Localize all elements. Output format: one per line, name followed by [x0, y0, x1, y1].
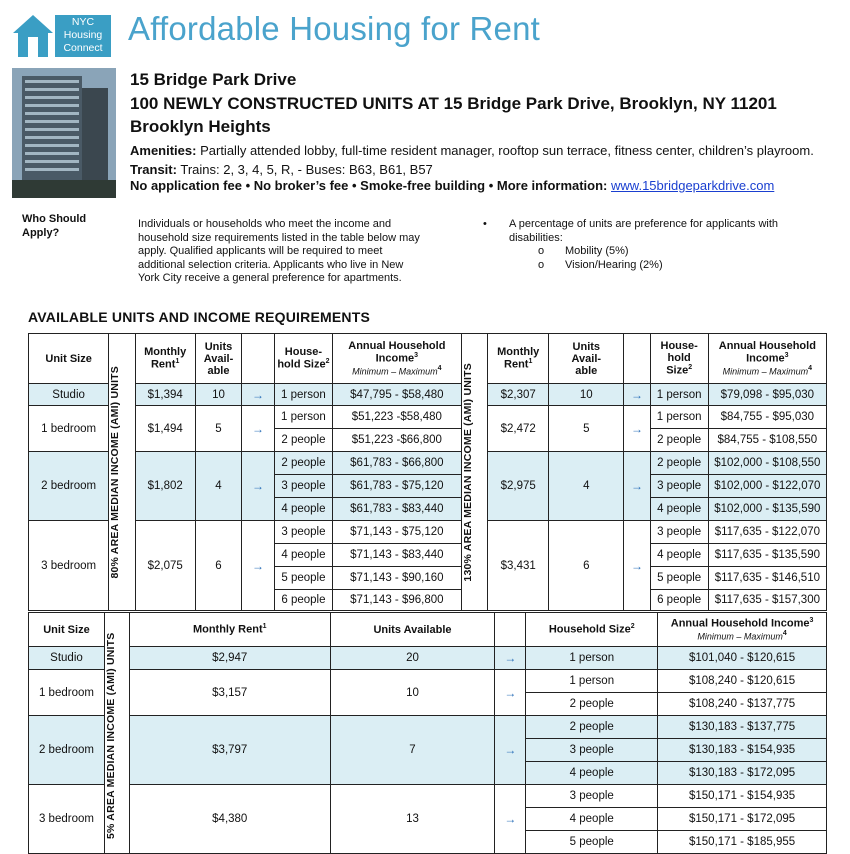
amenities	[130, 143, 814, 158]
income-130: $79,098 - $95,030	[708, 384, 826, 406]
income: $150,171 - $185,955	[658, 831, 827, 854]
header-text: Income	[375, 352, 415, 365]
transit-text: Trains: 2, 3, 4, 5, R, - Buses: B63, B61, B57	[180, 162, 433, 177]
income-130: $84,755 - $95,030	[708, 406, 826, 429]
header-units-available: Units Available	[330, 613, 495, 647]
income-130: $117,635 - $122,070	[708, 521, 826, 544]
household-size-130: 2 people	[650, 452, 708, 475]
income: $130,183 - $172,095	[658, 762, 827, 785]
household-size: 4 people	[526, 762, 658, 785]
household-size: 1 person	[526, 670, 658, 693]
ami-80-label: 80% AREA MEDIAN INCOME (AMI) UNITS	[109, 365, 122, 579]
unit-size: 3 bedroom	[29, 521, 109, 611]
income-80: $71,143 - $96,800	[332, 590, 461, 611]
header-annual-income: Annual Household Income$^3$ Minimum – Maximum$^4$	[658, 613, 827, 647]
building-name: 15 Bridge Park Drive	[130, 70, 297, 89]
header-monthly-rent: Monthly Rent$^1$	[129, 613, 330, 647]
logo-line: NYC	[71, 16, 95, 28]
arrow-icon: →	[495, 670, 526, 716]
header-annual-income-130: Annual Household Income$^3$ Minimum – Maximum$^4$	[708, 334, 826, 384]
income-130: $102,000 - $135,590	[708, 498, 826, 521]
unit-size: 3 bedroom	[29, 785, 105, 854]
rent-130: $2,975	[488, 452, 549, 521]
arrow-icon: →	[242, 521, 275, 611]
arrow-icon: →	[624, 406, 650, 452]
header-household-size: Household Size$^2$	[526, 613, 658, 647]
household-size: 5 people	[274, 567, 332, 590]
household-size: 3 people	[274, 521, 332, 544]
avail-130: 5	[549, 406, 624, 452]
ami-label: 5% AREA MEDIAN INCOME (AMI) UNITS	[104, 632, 117, 839]
rent-80: $1,802	[135, 452, 195, 521]
units-table-165	[28, 612, 827, 854]
income-80: $51,223 -$66,800	[332, 429, 461, 452]
household-size-130: 1 person	[650, 406, 708, 429]
ami-80-label-cell	[109, 334, 135, 611]
header-subtext: Minimum – Maximum	[697, 631, 783, 642]
house-icon	[11, 13, 55, 59]
unit-size: 1 bedroom	[29, 406, 109, 452]
header-text: Household Size	[548, 623, 631, 636]
rent: $2,947	[129, 647, 330, 670]
page-title: Affordable Housing for Rent	[128, 10, 541, 47]
header-text: Monthly	[497, 346, 540, 359]
household-size: 2 people	[526, 693, 658, 716]
income: $150,171 - $154,935	[658, 785, 827, 808]
header-text: hold Size	[277, 358, 326, 371]
rent: $3,157	[129, 670, 330, 716]
household-size: 3 people	[526, 739, 658, 762]
neighborhood: Brooklyn Heights	[130, 117, 271, 136]
household-size: 1 person	[274, 406, 332, 429]
rent-130: $2,472	[488, 406, 549, 452]
household-size-130: 6 people	[650, 590, 708, 611]
header-text: Rent	[150, 358, 176, 371]
income-80: $61,783 - $75,120	[332, 475, 461, 498]
nyc-housing-connect-logo	[11, 13, 112, 59]
logo-line: Connect	[63, 42, 103, 54]
logo-line: Housing	[63, 29, 103, 41]
header-units-available-130	[549, 334, 624, 384]
header-text: Monthly	[144, 346, 187, 359]
household-size-130: 1 person	[650, 384, 708, 406]
table-row	[29, 452, 827, 475]
avail: 13	[330, 785, 495, 854]
apply-heading-line: Apply?	[22, 226, 60, 239]
header-subtext: Minimum – Maximum	[352, 366, 438, 377]
header-arrow-blank-130	[624, 334, 650, 384]
household-size-130: 4 people	[650, 498, 708, 521]
sub-bullet-mobility: Mobility (5%)	[565, 245, 629, 257]
household-size: 2 people	[526, 716, 658, 739]
rent-80: $2,075	[135, 521, 195, 611]
household-size-130: 3 people	[650, 521, 708, 544]
household-size: 6 people	[274, 590, 332, 611]
arrow-icon: →	[495, 647, 526, 670]
arrow-icon: →	[242, 452, 275, 521]
transit	[130, 162, 433, 177]
fees-line	[130, 178, 774, 193]
header-arrow-blank	[242, 334, 275, 384]
arrow-icon: →	[624, 452, 650, 521]
units-table-80-130	[28, 333, 827, 611]
income-80: $51,223 -$58,480	[332, 406, 461, 429]
header-annual-income: Annual Household Income$^3$ Minimum – Maximum$^4$	[332, 334, 461, 384]
avail-80: 10	[195, 384, 241, 406]
avail: 7	[330, 716, 495, 785]
avail: 20	[330, 647, 495, 670]
rent-80: $1,394	[135, 384, 195, 406]
arrow-icon: →	[495, 716, 526, 785]
arrow-icon: →	[242, 384, 275, 406]
apply-bullet: A percentage of units are preference for applicants with disabilities:	[509, 218, 779, 244]
income-130: $117,635 - $146,510	[708, 567, 826, 590]
rent-130: $2,307	[488, 384, 549, 406]
header-text: Annual Household	[348, 339, 446, 352]
income: $108,240 - $120,615	[658, 670, 827, 693]
household-size: 1 person	[526, 647, 658, 670]
household-size-130: 3 people	[650, 475, 708, 498]
header-text: Annual Household	[718, 339, 816, 352]
income-130: $102,000 - $108,550	[708, 452, 826, 475]
unit-size: 2 bedroom	[29, 716, 105, 785]
header-text: able	[207, 364, 230, 377]
household-size: 1 person	[274, 384, 332, 406]
income: $130,183 - $154,935	[658, 739, 827, 762]
household-size: 4 people	[274, 498, 332, 521]
income-130: $117,635 - $135,590	[708, 544, 826, 567]
income-130: $84,755 - $108,550	[708, 429, 826, 452]
table-row	[29, 670, 827, 693]
logo-text	[55, 15, 111, 57]
header-monthly-rent: Monthly Rent$^1$	[135, 334, 195, 384]
income: $108,240 - $137,775	[658, 693, 827, 716]
header-text: Avail-	[571, 352, 602, 365]
arrow-icon: →	[624, 521, 650, 611]
header-unit-size: Unit Size	[29, 613, 105, 647]
header-unit-size: Unit Size	[29, 334, 109, 384]
table-row	[29, 384, 827, 406]
header-text: House-	[284, 346, 323, 359]
income-80: $71,143 - $90,160	[332, 567, 461, 590]
table-row	[29, 785, 827, 808]
transit-label: Transit:	[130, 162, 177, 177]
header-text: House-	[660, 340, 698, 353]
header-household-size-130: House- hold Size$^2$	[650, 334, 708, 384]
header-text: Units	[572, 340, 601, 353]
header-text: Size	[666, 364, 689, 377]
household-size: 5 people	[526, 831, 658, 854]
income-80: $71,143 - $83,440	[332, 544, 461, 567]
ami-130-label-cell	[461, 334, 487, 611]
rent-130: $3,431	[488, 521, 549, 611]
avail-80: 4	[195, 452, 241, 521]
household-size: 4 people	[526, 808, 658, 831]
household-size: 3 people	[274, 475, 332, 498]
household-size: 2 people	[274, 452, 332, 475]
header-text: Avail-	[203, 352, 234, 365]
income: $150,171 - $172,095	[658, 808, 827, 831]
header-text: Monthly Rent	[192, 623, 263, 636]
avail-130: 6	[549, 521, 624, 611]
household-size-130: 5 people	[650, 567, 708, 590]
unit-size: Studio	[29, 384, 109, 406]
header-units-available	[195, 334, 241, 384]
header-arrow-blank	[495, 613, 526, 647]
amenities-text: Partially attended lobby, full-time resident manager, rooftop sun terrace, fitness center, children’s playroom.	[200, 143, 814, 158]
section-title: AVAILABLE UNITS AND INCOME REQUIREMENTS	[28, 309, 370, 325]
avail-80: 5	[195, 406, 241, 452]
header-text: Annual Household Income	[670, 617, 810, 630]
bullet-dot: •	[483, 218, 487, 230]
unit-size: 1 bedroom	[29, 670, 105, 716]
header-text: Income	[746, 352, 785, 365]
building-image	[12, 68, 116, 198]
household-size: 4 people	[274, 544, 332, 567]
rent: $3,797	[129, 716, 330, 785]
avail-80: 6	[195, 521, 241, 611]
amenities-label: Amenities:	[130, 143, 197, 158]
header-monthly-rent-130: Monthly Rent$^1$	[488, 334, 549, 384]
income-130: $102,000 - $122,070	[708, 475, 826, 498]
website-link[interactable]: www.15bridgeparkdrive.com	[611, 178, 775, 193]
ami-label-cell	[104, 613, 129, 854]
header-text: Rent	[504, 358, 529, 371]
table-row	[29, 406, 827, 429]
apply-heading	[22, 213, 86, 240]
income-80: $61,783 - $66,800	[332, 452, 461, 475]
table-row	[29, 647, 827, 670]
unit-size: 2 bedroom	[29, 452, 109, 521]
household-size-130: 4 people	[650, 544, 708, 567]
header-household-size: House- hold Size$^2$	[274, 334, 332, 384]
sub-bullet-vision: Vision/Hearing (2%)	[565, 259, 663, 271]
table-row	[29, 521, 827, 544]
arrow-icon: →	[495, 785, 526, 854]
unit-size: Studio	[29, 647, 105, 670]
income-80: $71,143 - $75,120	[332, 521, 461, 544]
income: $101,040 - $120,615	[658, 647, 827, 670]
avail-130: 4	[549, 452, 624, 521]
income: $130,183 - $137,775	[658, 716, 827, 739]
arrow-icon: →	[242, 406, 275, 452]
building-headline: 100 NEWLY CONSTRUCTED UNITS AT 15 Bridge Park Drive, Brooklyn, NY 11201	[130, 94, 777, 113]
header-text: hold	[667, 352, 691, 365]
income-80: $47,795 - $58,480	[332, 384, 461, 406]
table-row	[29, 716, 827, 739]
sub-bullet-mark: o	[538, 245, 545, 257]
rent: $4,380	[129, 785, 330, 854]
fees-text: No application fee • No broker’s fee • Smoke-free building • More information:	[130, 178, 608, 193]
household-size: 3 people	[526, 785, 658, 808]
avail: 10	[330, 670, 495, 716]
rent-80: $1,494	[135, 406, 195, 452]
sub-bullet-mark: o	[538, 259, 545, 271]
household-size-130: 2 people	[650, 429, 708, 452]
building-photo	[12, 68, 116, 198]
header-text: able	[575, 364, 598, 377]
income-130: $117,635 - $157,300	[708, 590, 826, 611]
ami-130-label: 130% AREA MEDIAN INCOME (AMI) UNITS	[461, 362, 474, 582]
income-80: $61,783 - $83,440	[332, 498, 461, 521]
household-size: 2 people	[274, 429, 332, 452]
apply-body: Individuals or households who meet the income and household size requirements listed in the table below may apply. Qualified applicants will be required to meet additional selection criteria. Applicants who live in New York City receive a general preference for apartments.	[138, 218, 420, 284]
header-subtext: Minimum – Maximum	[722, 366, 809, 377]
apply-heading-line: Who Should	[22, 213, 87, 225]
header-text: Units	[204, 340, 233, 353]
arrow-icon: →	[624, 384, 650, 406]
avail-130: 10	[549, 384, 624, 406]
